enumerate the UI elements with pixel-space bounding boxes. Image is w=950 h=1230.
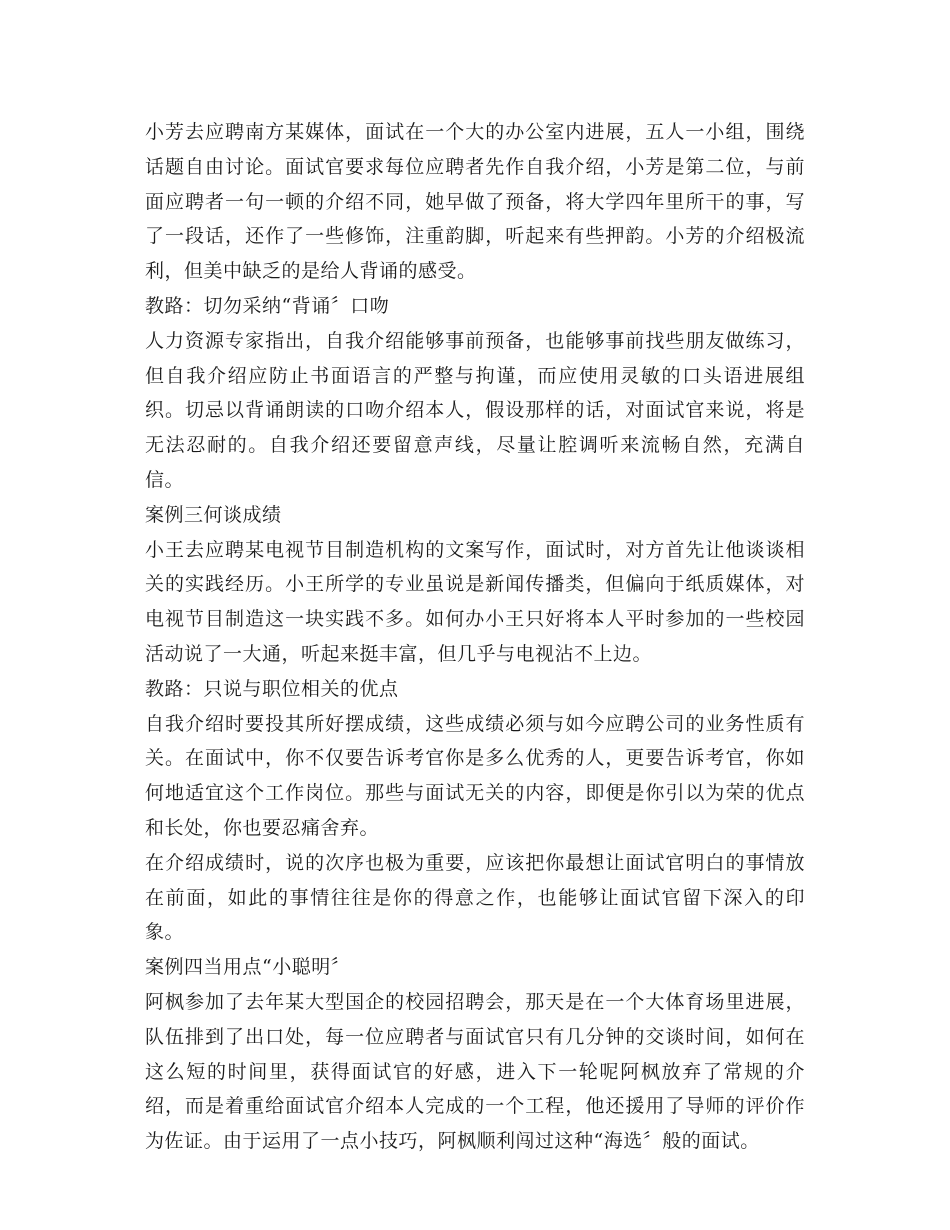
paragraph-relevant-achievements: 自我介绍时要投其所好摆成绩，这些成绩必须与如今应聘公司的业务性质有关。在面试中，你不仅要告诉考官你是多么优秀的人，更要告诉考官，你如何地适宜这个工作岗位。那些与面试无关的内容，即便是你引以为荣的优点和长处，你也要忍痛舍弃。 [145, 712, 805, 839]
heading-tip-relevant-strengths: 教路：只说与职位相关的优点 [145, 677, 399, 700]
paragraph-case-xiaowang: 小王去应聘某电视节目制造机构的文案写作，面试时，对方首先让他谈谈相关的实践经历。小王所学的专业虽说是新闻传播类，但偏向于纸质媒体，对电视节目制造这一块实践不多。如何办小王只好将本人平时参加的一些校园活动说了一大通，听起来挺丰富，但几乎与电视沾不上边。 [145, 538, 805, 665]
heading-case-three: 案例三何谈成绩 [145, 503, 282, 526]
paragraph-order-of-achievements: 在介绍成绩时，说的次序也极为重要，应该把你最想让面试官明白的事情放在前面，如此的事情往往是你的得意之作，也能够让面试官留下深入的印象。 [145, 851, 805, 944]
heading-case-four: 案例四当用点“小聪明〞 [145, 956, 351, 979]
paragraph-case-afeng: 阿枫参加了去年某大型国企的校园招聘会，那天是在一个大体育场里进展，队伍排到了出口处，每一位应聘者与面试官只有几分钟的交谈时间，如何在这么短的时间里，获得面试官的好感，进入下一轮呢阿枫放弃了常规的介绍，而是着重给面试官介绍本人完成的一个工程，他还援用了导师的评价作为佐证。由于运用了一点小技巧，阿枫顺利闯过这种“海选〞般的面试。 [145, 990, 805, 1153]
document-body [145, 115, 805, 1159]
paragraph-hr-expert-advice: 人力资源专家指出，自我介绍能够事前预备，也能够事前找些朋友做练习，但自我介绍应防止书面语言的严整与拘谨，而应使用灵敏的口头语进展组织。切忌以背诵朗读的口吻介绍本人，假设那样的话，对面试官来说，将是无法忍耐的。自我介绍还要留意声线，尽量让腔调听来流畅自然，充满自信。 [145, 329, 805, 491]
paragraph-case-xiaofang: 小芳去应聘南方某媒体，面试在一个大的办公室内进展，五人一小组，围绕话题自由讨论。面试官要求每位应聘者先作自我介绍，小芳是第二位，与前面应聘者一句一顿的介绍不同，她早做了预备，将大学四年里所干的事，写了一段话，还作了一些修饰，注重韵脚，听起来有些押韵。小芳的介绍极流利，但美中缺乏的是给人背诵的感受。 [145, 121, 805, 283]
heading-tip-no-recitation: 教路：切勿采纳“背诵〞口吻 [145, 294, 390, 317]
